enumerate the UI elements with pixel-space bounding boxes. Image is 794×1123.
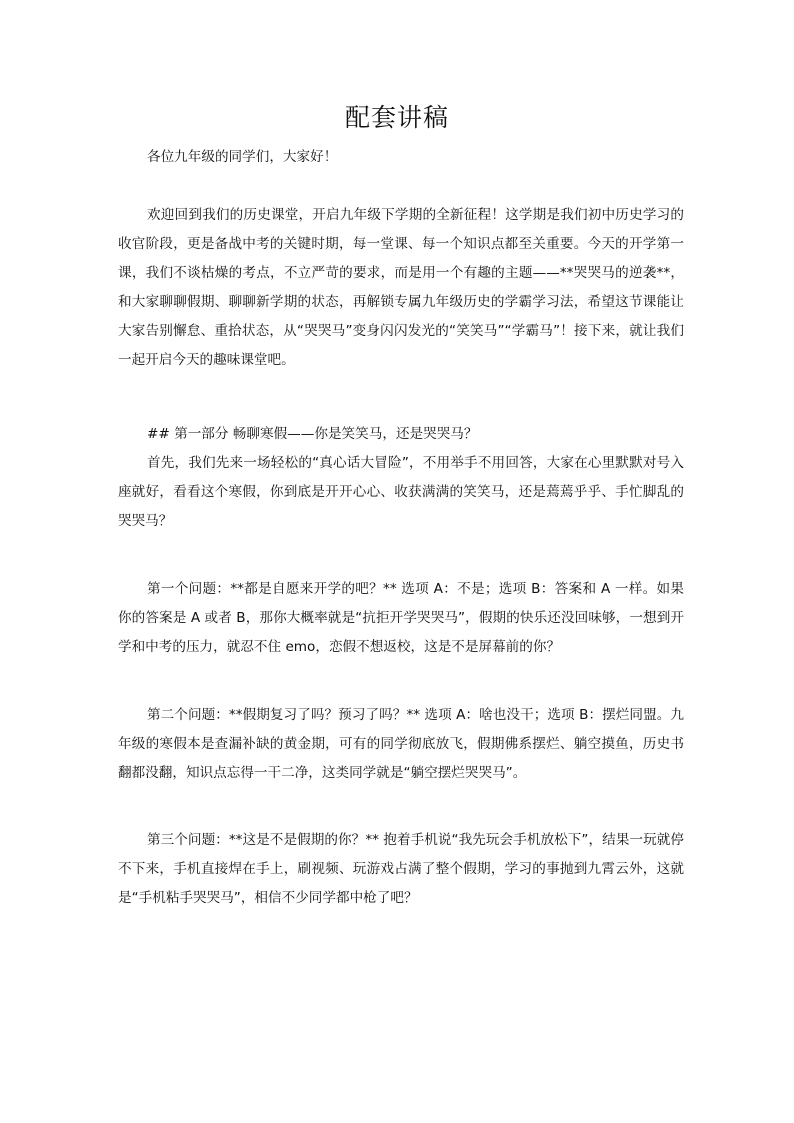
section-intro-paragraph: 首先，我们先来一场轻松的“真心话大冒险”，不用举手不用回答，大家在心里默默对号入座就好，看看这个寒假，你到底是开开心心、收获满满的笑笑马，还是蔫蔫乎乎、手忙脚乱的哭哭马？: [118, 455, 684, 529]
question-1-paragraph: 第一个问题：**都是自愿来开学的吧？** 选项 A：不是；选项 B：答案和 A 一样。如果你的答案是 A 或者 B，那你大概率就是“抗拒开学哭哭马”，假期的快乐还没回味够，一想到开学和中考的压力，就忍不住 emo，恋假不想返校，这是不是屏幕前的你？: [118, 581, 684, 655]
document-title: 配套讲稿: [344, 103, 449, 132]
question-3-paragraph: 第三个问题：**这是不是假期的你？** 抱着手机说“我先玩会手机放松下”，结果一玩就停不下来，手机直接焊在手上，刷视频、玩游戏占满了整个假期，学习的事抛到九霄云外，这就是“手机粘手哭哭马”，相信不少同学都中枪了吧？: [118, 832, 684, 906]
section-heading: ## 第一部分 畅聊寒假——你是笑笑马，还是哭哭马？: [147, 426, 478, 442]
intro-paragraph: 欢迎回到我们的历史课堂，开启九年级下学期的全新征程！这学期是我们初中历史学习的收官阶段，更是备战中考的关键时期，每一堂课、每一个知识点都至关重要。今天的开学第一课，我们不谈枯燥的考点，不立严苛的要求，而是用一个有趣的主题——**哭哭马的逆袭**，和大家聊聊假期、聊聊新学期的状态，再解锁专属九年级历史的学霸学习法，希望这节课能让大家告别懈怠、重拾状态，从“哭哭马”变身闪闪发光的“笑笑马”“学霸马”！接下来，就让我们一起开启今天的趣味课堂吧。: [118, 207, 684, 368]
question-2-paragraph: 第二个问题：**假期复习了吗？预习了吗？** 选项 A：啥也没干；选项 B：摆烂同盟。九年级的寒假本是查漏补缺的黄金期，可有的同学彻底放飞，假期佛系摆烂、躺空摸鱼，历史书翻都没翻，知识点忘得一干二净，这类同学就是“躺空摆烂哭哭马”。: [118, 707, 684, 781]
greeting-paragraph: 各位九年级的同学们，大家好！: [147, 149, 338, 165]
